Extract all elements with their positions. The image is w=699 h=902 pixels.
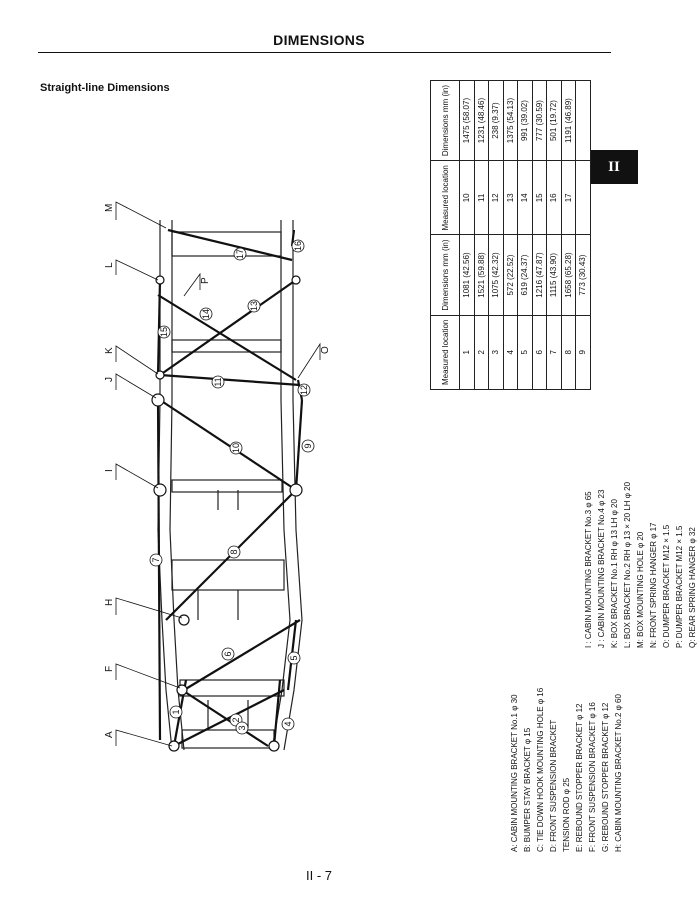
table-cell: 7 (547, 315, 562, 389)
letter-h: H (104, 598, 115, 606)
table-cell: 5 (518, 315, 533, 389)
num-13: 13 (249, 300, 259, 312)
num-17: 17 (235, 248, 245, 260)
table-header: Dimensions mm (in) (431, 81, 460, 161)
table-cell: 619 (24.37) (518, 235, 533, 315)
measure-line-9 (296, 400, 302, 490)
letter-a: A (104, 731, 115, 738)
num-4: 4 (283, 721, 293, 727)
legend-item: B: BUMPER STAY BRACKET φ 15 (523, 727, 532, 852)
leader-k (116, 346, 158, 374)
num-15: 15 (159, 326, 169, 338)
leader-a (116, 730, 172, 746)
table-cell: 14 (518, 161, 533, 235)
leader-m (116, 202, 166, 228)
legend-item: P: DUMPER BRACKET M12 × 1.5 (675, 525, 684, 648)
table-cell: 1191 (46.89) (561, 81, 576, 161)
title-divider (38, 52, 611, 53)
table-cell: 572 (22.52) (503, 235, 518, 315)
leader-p (184, 274, 200, 296)
num-16: 16 (293, 240, 303, 252)
table-row (532, 81, 547, 390)
page-title: DIMENSIONS (273, 32, 365, 48)
num-7: 7 (151, 557, 161, 563)
table-cell: 6 (532, 315, 547, 389)
table-cell: 1375 (54.13) (503, 81, 518, 161)
table-cell: 9 (576, 315, 591, 389)
leader-i (116, 464, 158, 488)
table-row (489, 81, 504, 390)
table-cell: 1231 (48.46) (474, 81, 489, 161)
point-f (177, 685, 187, 695)
letter-m: M (104, 203, 115, 212)
legend-item: Q: REAR SPRING HANGER φ 32 (688, 527, 697, 648)
table-header: Dimensions mm (in) (431, 235, 460, 315)
table-cell: 1081 (42.56) (460, 235, 475, 315)
point-j (152, 394, 164, 406)
leader-f (116, 664, 180, 688)
table-cell: 777 (30.59) (532, 81, 547, 161)
dimension-table-wrap (430, 80, 591, 390)
table-row (547, 81, 562, 390)
legend-item: N: FRONT SPRING HANGER φ 17 (649, 522, 658, 648)
letter-o: O (320, 346, 331, 354)
table-cell: 238 (9.37) (489, 81, 504, 161)
section-title: Straight-line Dimensions (40, 82, 170, 94)
legend-item: M: BOX MOUNTING HOLE φ 20 (636, 531, 645, 648)
measure-line-2 (174, 690, 284, 746)
letter-i: I (104, 469, 115, 472)
letter-p: P (200, 277, 211, 284)
point-right-rear (292, 276, 300, 284)
table-cell: 773 (30.43) (576, 235, 591, 315)
leader-l (116, 260, 158, 280)
legend-item: E: REBOUND STOPPER BRACKET φ 12 (575, 703, 584, 852)
num-11: 11 (213, 377, 223, 387)
letter-f: F (104, 665, 115, 672)
num-1: 1 (171, 709, 181, 715)
table-cell: 8 (561, 315, 576, 389)
letter-k: K (104, 347, 115, 354)
legend-item: K: BOX BRACKET No.1 RH φ 13 LH φ 20 (610, 499, 619, 648)
num-14: 14 (201, 308, 211, 320)
table-header: Measured location (431, 161, 460, 235)
frame-diagram (88, 150, 418, 790)
table-row (576, 81, 591, 390)
table-cell: 2 (474, 315, 489, 389)
point-right-front (269, 741, 279, 751)
leader-o (298, 344, 320, 378)
table-cell: 991 (39.02) (518, 81, 533, 161)
point-a (169, 741, 179, 751)
measure-line-13 (160, 280, 296, 375)
page-number: II - 7 (305, 868, 332, 883)
table-cell: 10 (460, 161, 475, 235)
num-5: 5 (289, 655, 299, 661)
legend-item: D: FRONT SUSPENSION BRACKET (549, 719, 558, 852)
legend-item: C: TIE DOWN HOOK MOUNTING HOLE φ 16 (536, 687, 545, 852)
frame-detail-lines (198, 490, 248, 731)
table-row (561, 81, 576, 390)
measure-line-11 (160, 375, 300, 385)
table-cell (576, 81, 591, 161)
num-6: 6 (223, 651, 233, 657)
table-row (503, 81, 518, 390)
measure-line-14 (158, 295, 296, 380)
num-12: 12 (299, 384, 309, 396)
chapter-tab[interactable]: II (590, 150, 638, 184)
table-cell: 11 (474, 161, 489, 235)
point-right-mid (290, 484, 302, 496)
num-2: 2 (231, 717, 241, 723)
num-9: 9 (303, 443, 313, 449)
measure-line-4 (274, 680, 280, 746)
legend-item: H: CABIN MOUNTING BRACKET No.2 φ 60 (614, 694, 623, 852)
num-10: 10 (231, 442, 241, 454)
legend-item: A: CABIN MOUNTING BRACKET No.1 φ 30 (510, 694, 519, 852)
crossmember-front (182, 730, 274, 748)
table-header: Measured location (431, 315, 460, 389)
point-k (156, 371, 164, 379)
table-cell: 1 (460, 315, 475, 389)
table-row (460, 81, 475, 390)
legend-item: F: FRONT SUSPENSION BRACKET φ 16 (588, 702, 597, 852)
measure-line-10 (160, 400, 296, 490)
table-cell: 16 (547, 161, 562, 235)
num-3: 3 (237, 725, 247, 731)
table-cell: 15 (532, 161, 547, 235)
table-cell: 12 (489, 161, 504, 235)
table-row (474, 81, 489, 390)
crossmember-3 (172, 480, 282, 492)
table-cell: 1075 (42.32) (489, 235, 504, 315)
table-cell: 1115 (43.90) (547, 235, 562, 315)
letter-l: L (104, 262, 115, 268)
table-cell (576, 161, 591, 235)
leader-h (116, 598, 182, 618)
legend-item: TENSION ROD φ 25 (562, 777, 571, 852)
crossmember-4 (172, 560, 284, 590)
letter-j: J (104, 377, 115, 382)
dimension-table (430, 80, 591, 390)
legend-item: O: DUMPER BRACKET M12 × 1.5 (662, 524, 671, 648)
table-header-row (431, 81, 460, 390)
legend-column-2 (582, 328, 699, 648)
table-cell: 1521 (59.88) (474, 235, 489, 315)
table-cell: 1475 (58.07) (460, 81, 475, 161)
table-cell: 501 (19.72) (547, 81, 562, 161)
table-cell: 3 (489, 315, 504, 389)
point-i (154, 484, 166, 496)
table-cell: 1216 (47.87) (532, 235, 547, 315)
point-h (179, 615, 189, 625)
legend-item: I : CABIN MOUNTING BRACKET No.3 φ 65 (584, 491, 593, 648)
crossmember-2 (172, 340, 281, 352)
table-cell: 1658 (65.28) (561, 235, 576, 315)
legend-item: L: BOX BRACKET No.2 RH φ 13 × 20 LH φ 20 (623, 481, 632, 648)
table-cell: 4 (503, 315, 518, 389)
table-cell: 13 (503, 161, 518, 235)
leader-j (116, 374, 156, 398)
table-cell: 17 (561, 161, 576, 235)
num-8: 8 (229, 549, 239, 555)
measure-line-3 (182, 690, 268, 746)
legend-item: G: REBOUND STOPPER BRACKET φ 12 (601, 702, 610, 852)
table-row (518, 81, 533, 390)
legend-item: J : CABIN MOUNTING BRACKET No.4 φ 23 (597, 489, 606, 648)
